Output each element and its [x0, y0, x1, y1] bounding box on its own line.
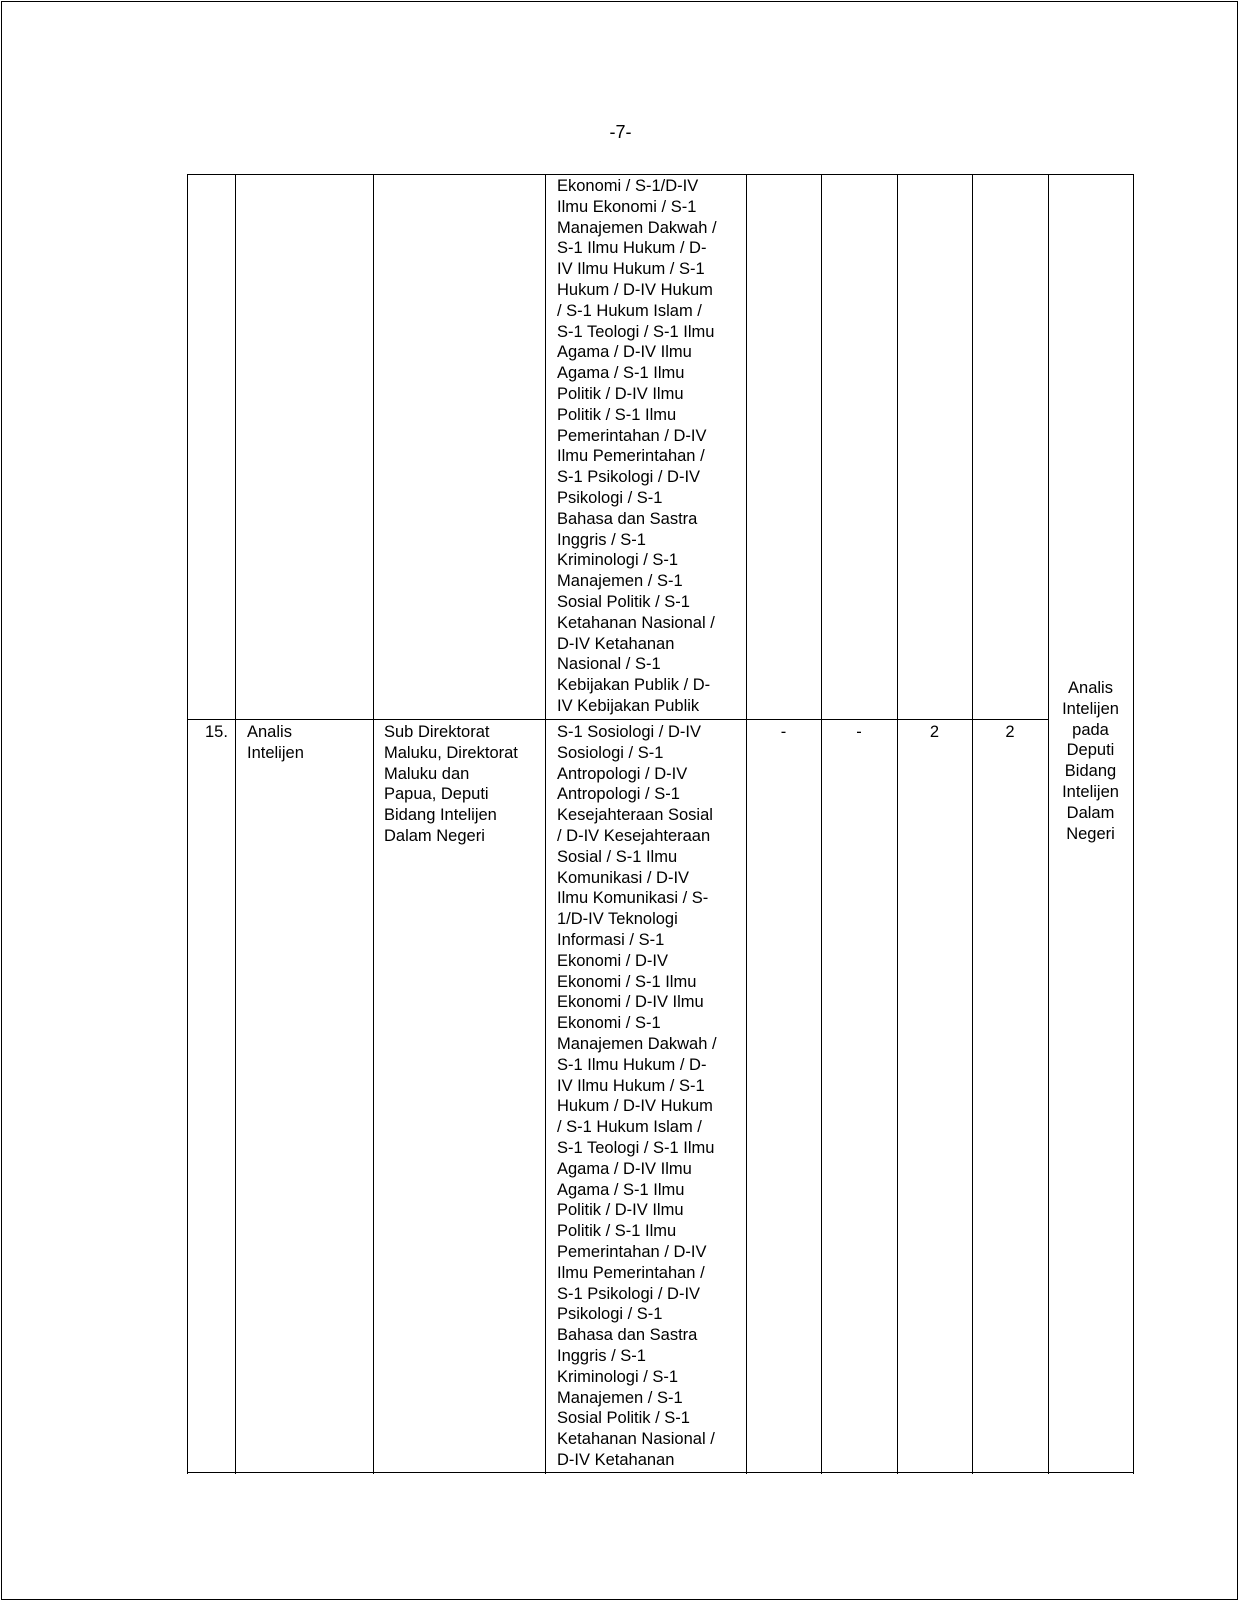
column-divider [235, 174, 236, 1474]
formation-table [187, 174, 1134, 1474]
column-divider [373, 174, 374, 1474]
table-border-right [1133, 174, 1134, 1474]
table-border-left [187, 174, 188, 1474]
position-name-cell: Analis Intelijen [247, 723, 304, 762]
placement-cell: Analis Intelijen pada Deputi Bidang Intelijen Dalam Negeri [1062, 679, 1119, 843]
column-divider [545, 174, 546, 1474]
column-divider [746, 174, 747, 1474]
row-divider [187, 719, 1048, 720]
qualification-cell: S-1 Sosiologi / D-IV Sosiologi / S-1 Antropologi / D-IV Antropologi / S-1 Kesejahteraan Sosial / D-IV Kesejahteraan Sosial / S-1 Ilmu Komunikasi / D-IV Ilmu Komunikasi / S- 1/D-IV Teknologi Informasi / S-1 Ekonomi / D-IV Ekonomi / S-1 Ilmu Ekonomi / D-IV Ilmu Ekonomi / S-1 Manajemen Dakwah / S-1 Ilmu Hukum / D- IV Ilmu Hukum / S-1 Hukum / D-IV Hukum / S-1 Hukum Islam / S-1 Teologi / S-1 Ilmu Agama / D-IV Ilmu Agama / S-1 Ilmu Politik / D-IV Ilmu Politik / S-1 Ilmu Pemerintahan / D-IV Ilmu Pemerintahan / S-1 Psikologi / D-IV Psikologi / S-1 Bahasa dan Sastra Inggris / S-1 Kriminologi / S-1 Manajemen / S-1 Sosial Politik / S-1 Ketahanan Nasional / D-IV Ketahanan [557, 723, 717, 1469]
column-divider [897, 174, 898, 1474]
column-divider [821, 174, 822, 1474]
count-cell: - [780, 723, 787, 741]
count-cell: 2 [1005, 723, 1015, 741]
column-divider [972, 174, 973, 1474]
page-number: -7- [609, 122, 632, 142]
qualification-cell-continued: Ekonomi / S-1/D-IV Ilmu Ekonomi / S-1 Manajemen Dakwah / S-1 Ilmu Hukum / D- IV Ilmu Hukum / S-1 Hukum / D-IV Hukum / S-1 Hukum Islam / S-1 Teologi / S-1 Ilmu Agama / D-IV Ilmu Agama / S-1 Ilmu Politik / D-IV Ilmu Politik / S-1 Ilmu Pemerintahan / D-IV Ilmu Pemerintahan / S-1 Psikologi / D-IV Psikologi / S-1 Bahasa dan Sastra Inggris / S-1 Kriminologi / S-1 Manajemen / S-1 Sosial Politik / S-1 Ketahanan Nasional / D-IV Ketahanan Nasional / S-1 Kebijakan Publik / D- IV Kebijakan Publik [557, 177, 717, 715]
table-top-border [187, 174, 1134, 175]
count-cell: 2 [929, 723, 940, 741]
count-cell: - [856, 723, 862, 741]
unit-cell: Sub Direktorat Maluku, Direktorat Maluku dan Papua, Deputi Bidang Intelijen Dalam Negeri [384, 723, 518, 845]
row-number: 15. [205, 723, 228, 741]
table-bottom-border [187, 1472, 1134, 1473]
